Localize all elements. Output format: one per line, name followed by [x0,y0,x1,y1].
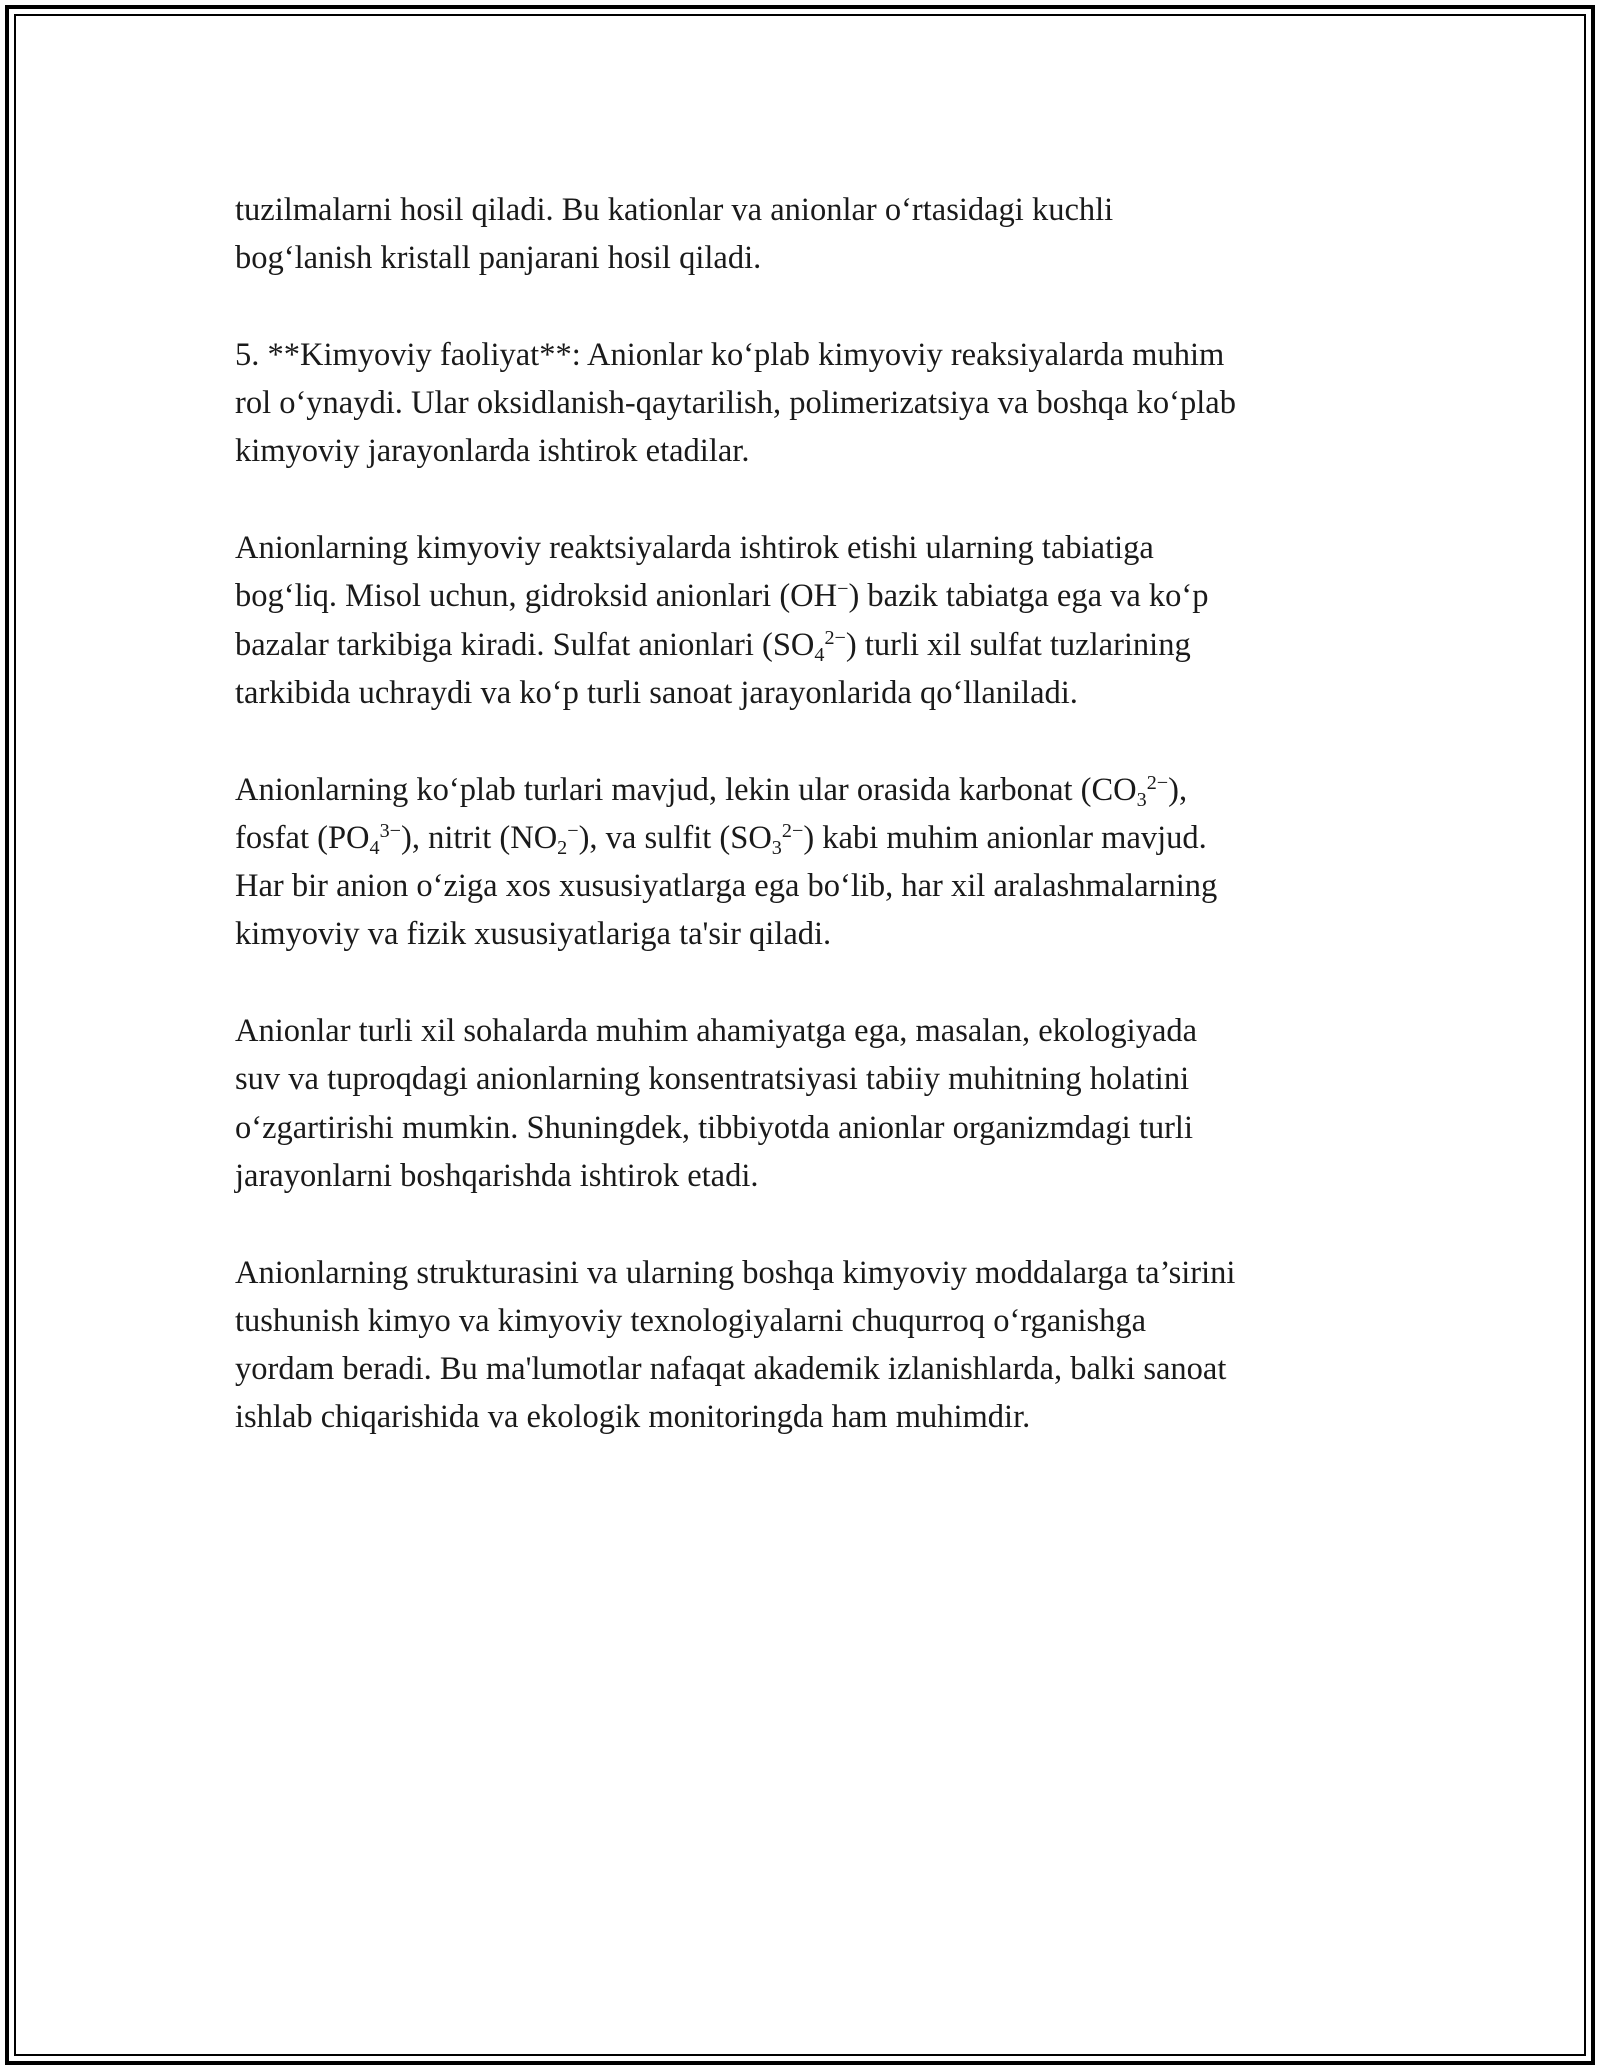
text-run: bogʻlanish kristall panjarani hosil qiladi. [235,240,762,277]
subscript: 4 [369,836,380,859]
paragraph [235,1007,1375,1200]
text-line [235,234,1375,282]
superscript: 2− [824,626,846,649]
text-line [235,1007,1375,1055]
text-run: bazalar tarkibiga kiradi. Sulfat anionlari (SO [235,626,815,663]
text-run: ishlab chiqarishida va ekologik monitoringda ham muhimdir. [235,1399,1031,1436]
text-line [235,910,1375,958]
text-line [235,331,1375,379]
text-line [235,669,1375,717]
paragraph [235,1249,1375,1442]
superscript: 2− [1146,771,1169,794]
text-run: tarkibida uchraydi va koʻp turli sanoat jarayonlarida qoʻllaniladi. [235,674,1078,711]
text-run: ), va sulfit (SO [578,819,772,856]
text-line [235,1104,1375,1152]
text-line [235,572,1375,620]
paragraph [235,766,1375,959]
text-run: Anionlarning koʻplab turlari mavjud, lekin ular orasida karbonat (CO [235,771,1137,808]
text-line [235,621,1375,669]
text-line [235,1393,1375,1441]
text-run: jarayonlarni boshqarishda ishtirok etadi. [235,1157,759,1194]
text-line [235,862,1375,910]
text-run: Anionlarning kimyoviy reaktsiyalarda ishtirok etishi ularning tabiatiga [235,530,1154,567]
text-run: Anionlar turli xil sohalarda muhim ahamiyatga ega, masalan, ekologiyada [235,1013,1198,1050]
text-run: Har bir anion oʻziga xos xususiyatlarga ega boʻlib, har xil aralashmalarning [235,868,1218,905]
text-run: 5. **Kimyoviy faoliyat**: Anionlar koʻplab kimyoviy reaksiyalarda muhim [235,336,1225,373]
text-run: kimyoviy va fizik xususiyatlariga ta'sir qiladi. [235,916,832,953]
text-run: tuzilmalarni hosil qiladi. Bu kationlar va anionlar oʻrtasidagi kuchli [235,192,1114,228]
text-line [235,1152,1375,1200]
text-run: ), [1168,771,1188,808]
text-run: ) bazik tabiatga ega va koʻp [848,578,1209,615]
paragraph [235,524,1375,717]
text-run: rol oʻynaydi. Ular oksidlanish-qaytarilish, polimerizatsiya va boshqa koʻplab [235,385,1236,422]
text-line [235,427,1375,475]
text-run: oʻzgartirishi mumkin. Shuningdek, tibbiyotda anionlar organizmdagi turli [235,1109,1193,1146]
text-run: bogʻliq. Misol uchun, gidroksid anionlari (OH [235,578,838,615]
text-line [235,766,1375,814]
text-line [235,814,1375,862]
subscript: 4 [814,643,825,666]
text-line [235,1345,1375,1393]
subscript: 3 [1136,788,1147,811]
text-run: tushunish kimyo va kimyoviy texnologiyalarni chuqurroq oʻrganishga [235,1302,1147,1339]
subscript: 2 [557,836,568,859]
paragraph [235,186,1375,283]
text-line [235,1249,1375,1297]
text-line [235,379,1375,427]
text-run: suv va tuproqdagi anionlarning konsentratsiyasi tabiiy muhitning holatini [235,1061,1190,1098]
text-run: ) turli xil sulfat tuzlarining [845,626,1191,663]
text-run: fosfat (PO [235,819,370,856]
text-run: ) kabi muhim anionlar mavjud. [803,819,1207,856]
document-body [235,186,1375,1490]
text-run: yordam beradi. Bu ma'lumotlar nafaqat akademik izlanishlarda, balki sanoat [235,1351,1227,1388]
text-line [235,1297,1375,1345]
text-run: Anionlarning strukturasini va ularning boshqa kimyoviy moddalarga ta’sirini [235,1254,1236,1291]
paragraph [235,331,1375,476]
text-line [235,1055,1375,1103]
superscript: 2− [781,819,804,842]
superscript: 3− [379,819,402,842]
text-line [235,186,1375,234]
superscript: − [567,819,579,842]
superscript: − [837,578,849,601]
subscript: 3 [771,836,782,859]
text-line [235,524,1375,572]
text-run: ), nitrit (NO [401,819,558,856]
text-run: kimyoviy jarayonlarda ishtirok etadilar. [235,433,750,470]
